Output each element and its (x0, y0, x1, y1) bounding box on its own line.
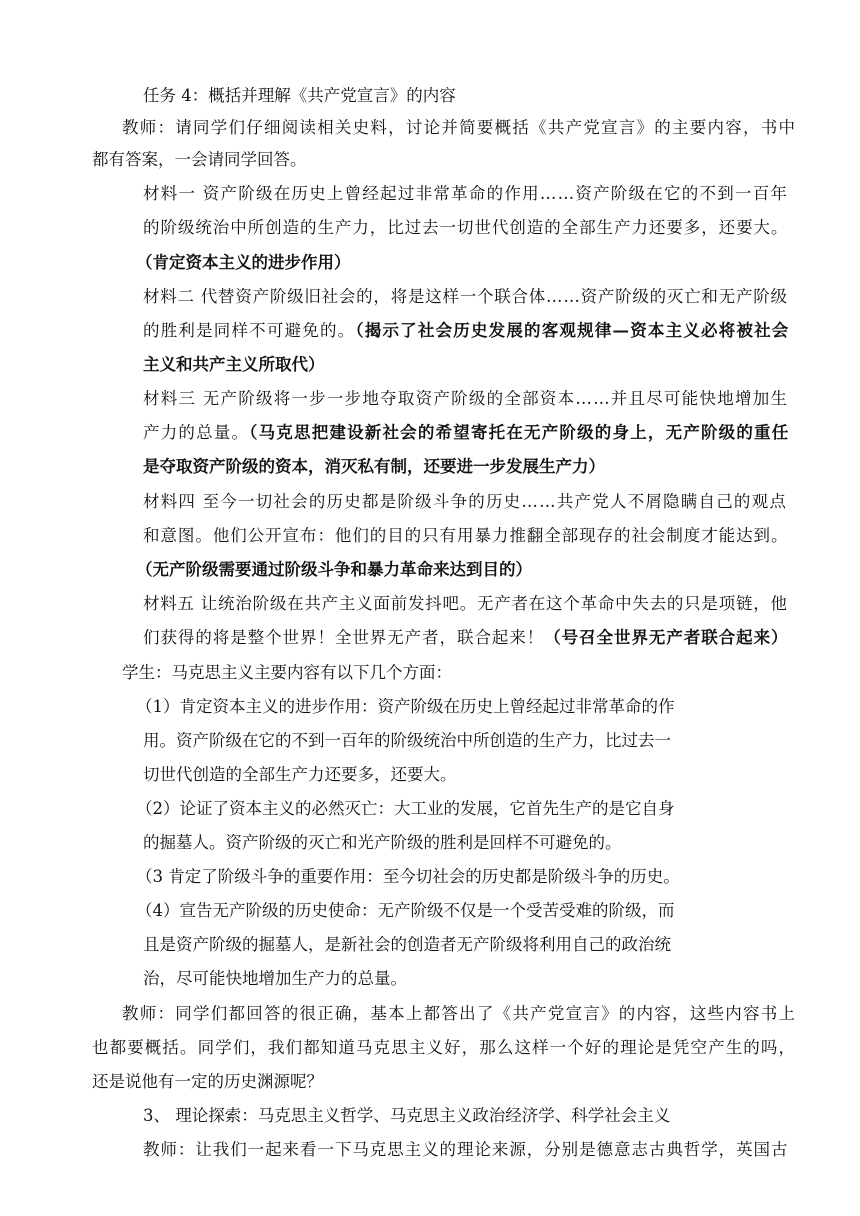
text-line (92, 1038, 796, 1058)
text-line (143, 969, 407, 989)
text-line (143, 628, 788, 648)
text-run: 材料二 代替资产阶级旧社会的，将是这样一个联合体……资产阶级的灭亡和无产阶级 (143, 287, 788, 306)
text-line (92, 150, 307, 170)
text-line (143, 526, 788, 546)
text-run: （1）肯定资本主义的进步作用：资产阶级在历史上曾经起过非常革命的作 (136, 697, 675, 716)
bold-annotation: 是夺取资产阶级的资本，消灭私有制，还要进一步发展生产力） (143, 457, 605, 476)
text-line (136, 560, 532, 580)
text-run: 还是说他有一定的历史渊源呢？ (92, 1072, 323, 1091)
text-line (143, 833, 622, 853)
text-line (143, 935, 671, 955)
text-line (136, 901, 675, 921)
text-run: 学生：马克思主义主要内容有以下几个方面： (122, 663, 452, 682)
text-run: 教师：让我们一起来看一下马克思主义的理论来源，分别是德意志古典哲学，英国古 (143, 1140, 789, 1159)
text-run: （2）论证了资本主义的必然灭亡：大工业的发展，它首先生产的是它自身 (136, 799, 675, 818)
text-run: 的阶级统治中所创造的生产力，比过去一切世代创造的全部生产力还要多，还要大。 (143, 218, 789, 237)
bold-annotation: （肯定资本主义的进步作用） (136, 253, 351, 272)
text-run: 治，尽可能快地增加生产力的总量。 (143, 969, 407, 988)
text-line (143, 321, 789, 341)
text-line (143, 1106, 670, 1126)
text-run: 教师：请同学们仔细阅读相关史料，讨论并简要概括《共产党宣言》的主要内容，书中 (122, 118, 797, 137)
text-run: 们获得的将是整个世界！全世界无产者，联合起来！ (143, 628, 545, 647)
text-run: 产力的总量。 (143, 423, 250, 442)
text-run: 材料一 资产阶级在历史上曾经起过非常革命的作用……资产阶级在它的不到一百年 (143, 184, 789, 203)
text-line (143, 765, 457, 785)
text-run: （4）宣告无产阶级的历史使命：无产阶级不仅是一个受苦受难的阶级，而 (136, 901, 675, 920)
bold-annotation: 主义和共产主义所取代） (143, 355, 325, 374)
text-line (122, 663, 452, 683)
text-line (143, 423, 789, 443)
text-line (136, 799, 675, 819)
text-line (143, 457, 605, 477)
text-line (143, 492, 787, 512)
text-run: 的掘墓人。资产阶级的灭亡和光产阶级的胜利是回样不可避免的。 (143, 833, 622, 852)
bold-annotation: （无产阶级需要通过阶级斗争和暴力革命来达到目的） (136, 560, 532, 579)
bold-annotation: （揭示了社会历史发展的客观规律—资本主义必将被社会 (355, 321, 790, 340)
text-run: 教师：同学们都回答的很正确，基本上都答出了《共产党宣言》的内容，这些内容书上 (122, 1004, 797, 1023)
text-run: 和意图。他们公开宣布：他们的目的只有用暴力推翻全部现存的社会制度才能达到。 (143, 526, 789, 545)
text-line (136, 867, 680, 887)
text-run: 用。资产阶级在它的不到一百年的阶级统治中所创造的生产力，比过去一 (143, 731, 671, 750)
text-line (122, 118, 796, 138)
text-run: 3、 理论探索：马克思主义哲学、马克思主义政治经济学、科学社会主义 (143, 1106, 671, 1125)
bold-annotation: （号召全世界无产者联合起来） (544, 628, 789, 647)
text-run: 任务 4：概括并理解《共产党宣言》的内容 (143, 86, 456, 105)
text-line (143, 218, 788, 238)
text-line (143, 594, 788, 614)
text-run: 材料五 让统治阶级在共产主义面前发抖吧。无产者在这个革命中失去的只是项链，他 (143, 594, 788, 613)
text-line (143, 355, 325, 375)
text-run: 的胜利是同样不可避免的。 (143, 321, 356, 340)
text-line (143, 389, 788, 409)
text-run: 材料四 至今一切社会的历史都是阶级斗争的历史……共产党人不屑隐瞒自己的观点 (143, 492, 788, 511)
text-run: 也都要概括。同学们，我们都知道马克思主义好，那么这样一个好的理论是凭空产生的吗， (92, 1038, 797, 1057)
text-run: 材料三 无产阶级将一步一步地夺取资产阶级的全部资本……并且尽可能快地增加生 (143, 389, 789, 408)
text-line (136, 697, 675, 717)
text-run: 切世代创造的全部生产力还要多，还要大。 (143, 765, 457, 784)
text-line (143, 287, 788, 307)
bold-annotation: （马克思把建设新社会的希望寄托在无产阶级的身上，无产阶级的重任 (249, 423, 790, 442)
text-line (143, 86, 456, 106)
text-line (92, 1072, 323, 1092)
text-run: （3 肯定了阶级斗争的重要作用：至今切社会的历史都是阶级斗争的历史。 (136, 867, 680, 886)
text-run: 且是资产阶级的掘墓人，是新社会的创造者无产阶级将利用自己的政治统 (143, 935, 671, 954)
text-line (143, 1140, 788, 1160)
text-line (143, 731, 671, 751)
text-line (143, 184, 788, 204)
text-line (122, 1004, 796, 1024)
text-run: 都有答案，一会请同学回答。 (92, 150, 307, 169)
text-line (136, 253, 351, 273)
